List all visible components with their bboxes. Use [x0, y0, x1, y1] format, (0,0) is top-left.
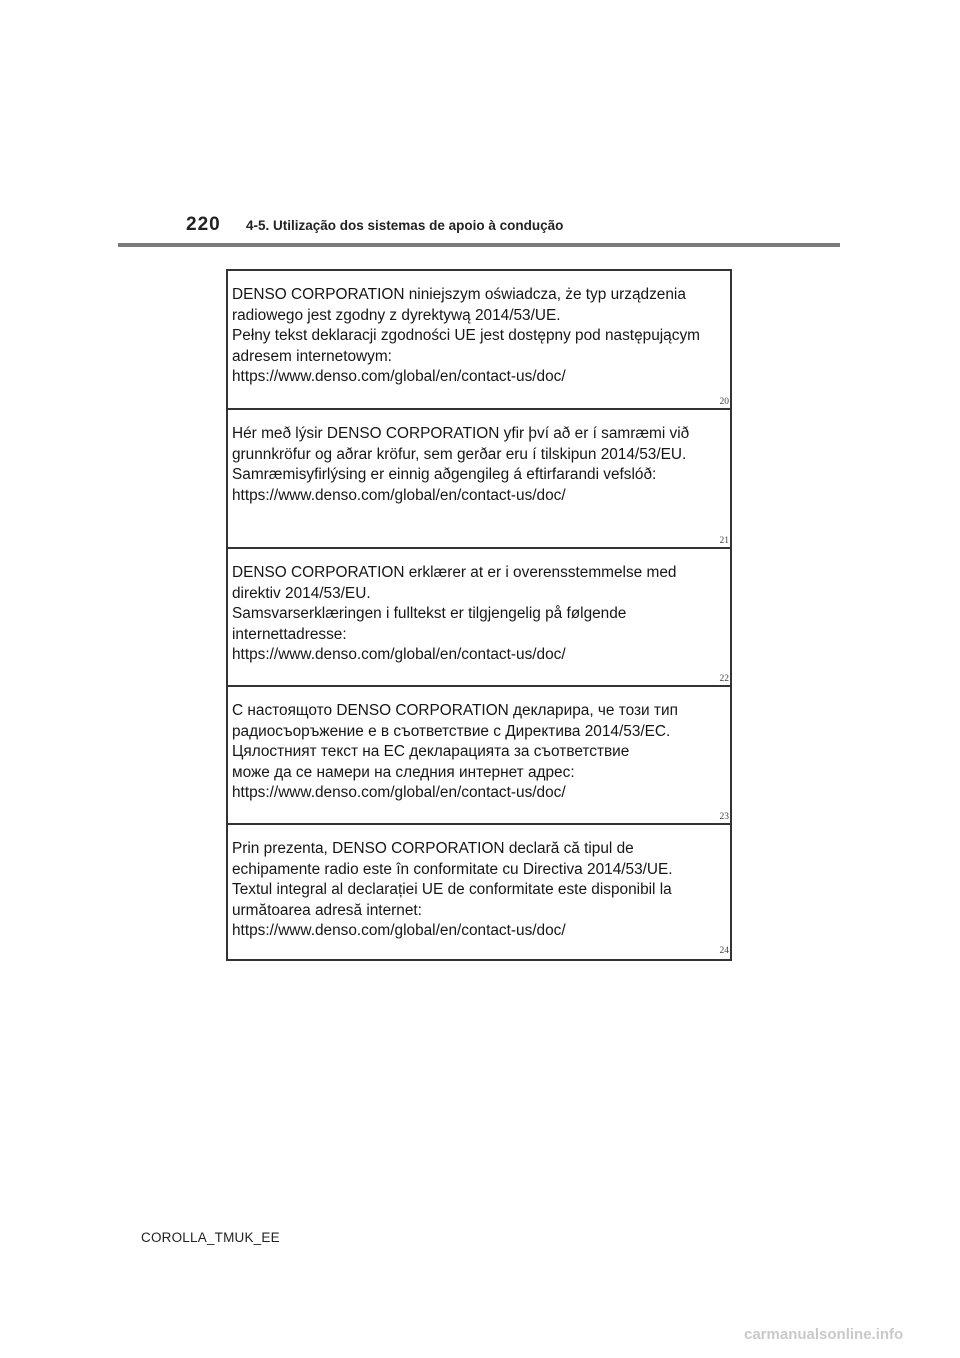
declaration-line: echipamente radio este în conformitate cu Directiva 2014/53/UE.: [232, 860, 673, 878]
declaration-line: Hér með lýsir DENSO CORPORATION yfir því að er í samræmi við: [232, 425, 690, 442]
declaration-block-polish: [228, 271, 730, 410]
declaration-line: DENSO CORPORATION erklærer at er i overensstemmelse med: [232, 564, 677, 581]
declaration-url: https://www.denso.com/global/en/contact-us/doc/: [232, 368, 566, 386]
declaration-line: grunnkröfur og aðrar kröfur, sem gerðar eru í tilskipun 2014/53/EU.: [232, 445, 687, 463]
block-number: 23: [719, 812, 729, 822]
block-number: 24: [719, 946, 729, 956]
declaration-line: Samræmisyfirlýsing er einnig aðgengileg á eftirfarandi vefslóð:: [232, 466, 657, 484]
block-number: 20: [719, 397, 729, 407]
header-divider: [118, 243, 840, 247]
page-number: 220: [186, 214, 221, 235]
declaration-line: următoarea adresă internet:: [232, 901, 422, 919]
declaration-line: може да се намери на следния интернет адрес:: [232, 763, 575, 781]
declaration-line: Textul integral al declarației UE de conformitate este disponibil la: [232, 881, 672, 899]
declaration-line: Pełny tekst deklaracji zgodności UE jest dostępny pod następującym: [232, 327, 700, 345]
declaration-line: direktiv 2014/53/EU.: [232, 584, 371, 602]
declaration-block-icelandic: [228, 408, 730, 549]
declaration-line: radiowego jest zgodny z dyrektywą 2014/53/UE.: [232, 306, 561, 324]
declaration-line: Prin prezenta, DENSO CORPORATION declară că tipul de: [232, 840, 634, 857]
section-title: 4-5. Utilização dos sistemas de apoio à condução: [246, 218, 564, 233]
declaration-block-norwegian: [228, 547, 730, 687]
declaration-block-bulgarian: [228, 685, 730, 825]
block-number: 21: [719, 536, 729, 546]
declaration-url: https://www.denso.com/global/en/contact-us/doc/: [232, 922, 566, 940]
block-number: 22: [719, 674, 729, 684]
site-watermark: carmanualsonline.info: [744, 1326, 904, 1343]
declaration-line: adresem internetowym:: [232, 347, 392, 365]
declaration-line: радиосъоръжение е в съответствие с Директива 2014/53/ЕС.: [232, 722, 671, 740]
declaration-line: internettadresse:: [232, 625, 347, 643]
declaration-line: Цялостният текст на ЕС декларацията за съответствие: [232, 743, 630, 761]
declaration-url: https://www.denso.com/global/en/contact-us/doc/: [232, 646, 566, 664]
declaration-line: С настоящото DENSO CORPORATION декларира, че този тип: [232, 702, 678, 719]
declaration-line: DENSO CORPORATION niniejszym oświadcza, że typ urządzenia: [232, 286, 686, 303]
declaration-url: https://www.denso.com/global/en/contact-us/doc/: [232, 784, 566, 802]
declaration-block-romanian: [228, 823, 730, 959]
declaration-table: [226, 269, 732, 961]
declaration-url: https://www.denso.com/global/en/contact-us/doc/: [232, 486, 566, 504]
model-code: COROLLA_TMUK_EE: [141, 1230, 280, 1245]
declaration-line: Samsvarserklæringen i fulltekst er tilgjengelig på følgende: [232, 605, 627, 623]
